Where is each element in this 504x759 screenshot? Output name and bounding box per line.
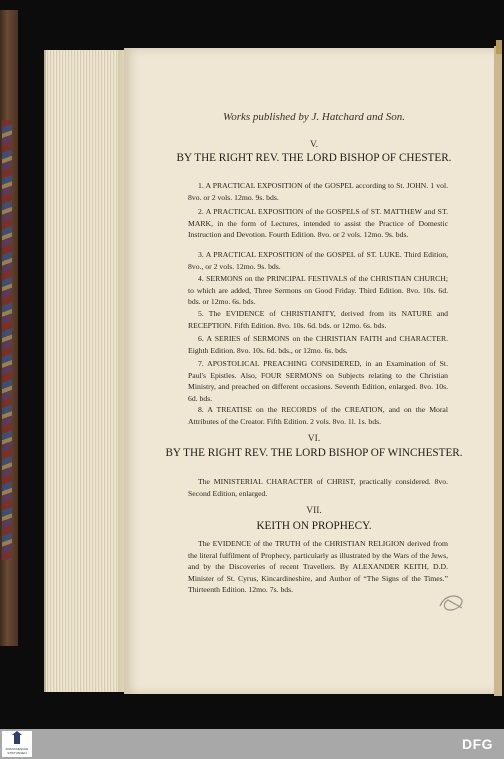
section-heading-keith: KEITH ON PROPHECY. [256, 520, 372, 532]
viewer-footer [0, 729, 504, 759]
entry-6: 6. A SERIES of SERMONS on the CHRISTIAN FAITH and CHARACTER. Eighth Edition. 8vo. 10s. 6d. bds., or 12mo. 6s. bds. [188, 334, 448, 355]
page-edges [44, 50, 126, 692]
ribbon-tab [496, 40, 502, 54]
entry-keith-evidence: The EVIDENCE of the TRUTH of the CHRISTIAN RELIGION derived from the literal fulfilment of Prophecy, particularly as illustrated by the Wars of the Jews, and by the Discoveries of recent Travellers. By ALEXANDER KEITH, D.D. Minister of St. Cyrus, Kincardineshire, and Author of “The Signs of the Times.” Thirteenth Edition. 12mo. 7s. bds. [188, 539, 448, 595]
section-heading-winchester: BY THE RIGHT REV. THE LORD BISHOP OF WINCHESTER. [165, 447, 463, 459]
entry-5: 5. The EVIDENCE of CHRISTIANITY, derived from its NATURE and RECEPTION. Fifth Edition. 8vo. 10s. 6d. bds. or 12mo. 6s. bds. [188, 309, 448, 330]
entry-4: 4. SERMONS on the PRINCIPAL FESTIVALS of the CHRISTIAN CHURCH; to which are added, Three Sermons on Good Friday. Third Edition. 8vo. 10s. 6d. bds. or 12mo. 6s. bds. [188, 274, 448, 307]
entry-8: 8. A TREATISE on the RECORDS of the CREATION, and on the Moral Attributes of the Creator. Fifth Edition. 2 vols. 8vo. 1l. 1s. bds. [188, 405, 448, 426]
marbled-cover [2, 120, 12, 560]
library-logo-text: FRANCKESCHE STIFTUNGEN [5, 747, 29, 755]
right-edge [494, 46, 502, 696]
section-numeral-v: V. [309, 140, 318, 150]
entry-7: 7. APOSTOLICAL PREACHING CONSIDERED, in an Examination of St. Paul's Epistles. Also, FOUR SERMONS on Subjects relating to the Christian Ministry, and preached on different occasions. Seventh Edition, enlarged. 8vo. 10s. 6d. bds. [188, 359, 448, 403]
running-header: Works published by J. Hatchard and Son. [223, 111, 405, 123]
library-logo-icon [2, 731, 32, 747]
section-numeral-vii: VII. [306, 506, 322, 516]
section-numeral-vi: VI. [307, 434, 321, 444]
entry-2: 2. A PRACTICAL EXPOSITION of the GOSPELS of ST. MATTHEW and ST. MARK, in the form of Lectures, intended to assist the Practice of Domestic Instruction and Devotion. Fourth Edition. 8vo. or 2 vols. 12mo. 9s. bds. [188, 207, 448, 240]
section-heading-chester: BY THE RIGHT REV. THE LORD BISHOP OF CHESTER. [176, 152, 452, 164]
pencil-annotation [436, 592, 468, 614]
entry-1: 1. A PRACTICAL EXPOSITION of the GOSPEL according to St. JOHN. 1 vol. 8vo. or 2 vols. 12mo. 9s. bds. [188, 181, 448, 202]
entry-ministerial-character: The MINISTERIAL CHARACTER of CHRIST, practically considered. 8vo. Second Edition, enlarged. [188, 477, 448, 498]
dfg-logo[interactable]: DFG [462, 736, 494, 752]
entry-3: 3. A PRACTICAL EXPOSITION of the GOSPEL of ST. LUKE. Third Edition, 8vo., or 2 vols. 12mo. 9s. bds. [188, 250, 448, 271]
